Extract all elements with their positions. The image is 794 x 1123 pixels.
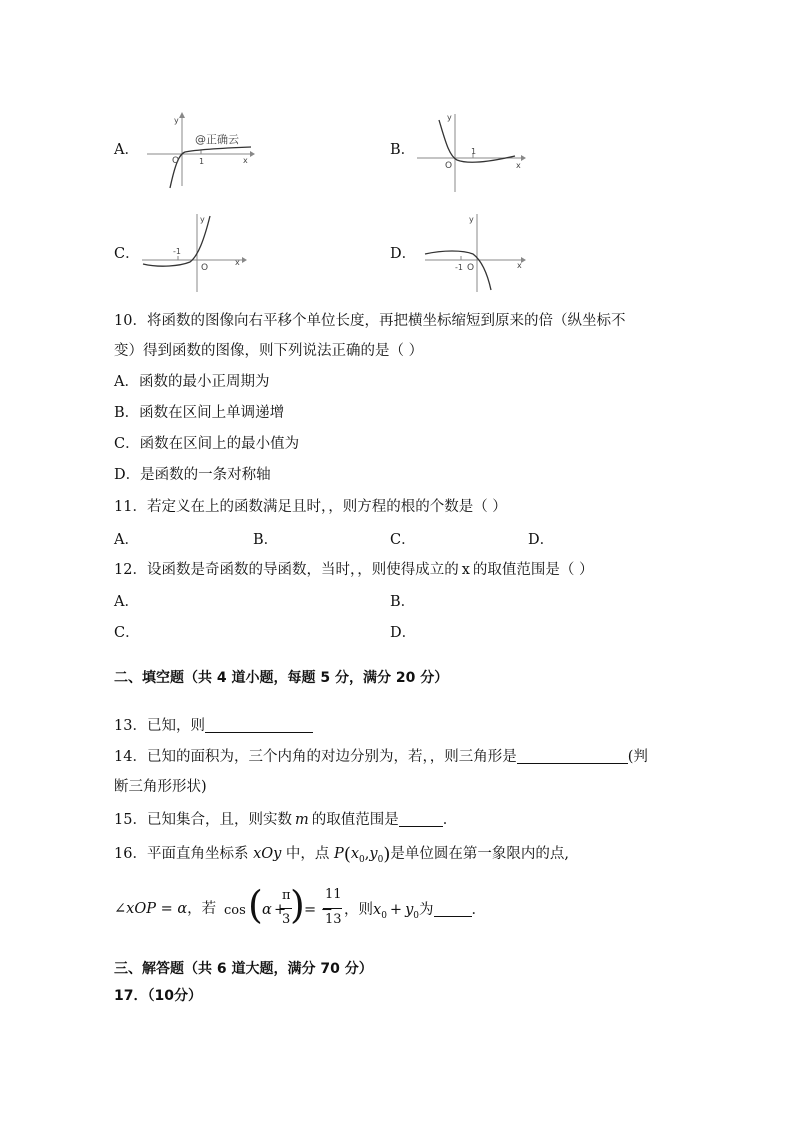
q16-text-l2a: ，若 (187, 901, 217, 917)
graph-c (140, 210, 255, 295)
q16-y0-sub: 0 (377, 854, 384, 865)
q12-option-a: A． (114, 594, 139, 610)
q10-option-a: A．函数的最小正周期为 (114, 374, 270, 390)
q11-option-a: A． (114, 532, 139, 548)
q12-text-a: 12．设函数是奇函数的导函数，当时，，则使得成立的 (114, 562, 459, 578)
q16-x0-sub: 0 (359, 854, 365, 865)
section-2-heading: 二、填空题（共 4 道小题，每题 5 分，满分 20 分） (114, 670, 449, 686)
q16-text-c: 是单位圆在第一象限内的点, (390, 846, 569, 862)
q16-eq: = − (304, 902, 333, 918)
q16-end: ． (471, 902, 487, 918)
graph-a-x-label: x (243, 156, 248, 165)
q16-frac-bar-2 (323, 908, 342, 909)
q16-y0: y (369, 846, 378, 862)
q13-text (114, 718, 313, 734)
graph-c-origin: O (201, 263, 209, 273)
q16-eleven: 11 (325, 887, 342, 902)
graph-d-y-label: y (469, 215, 474, 224)
graph-b-x-label: x (516, 161, 521, 170)
graph-c-y-label: y (200, 215, 205, 224)
q17-heading: 17．（10分） (114, 988, 202, 1004)
q15-text-b: 的取值范围是 (311, 812, 399, 828)
graph-b (415, 110, 530, 195)
q15-text-a: 15．已知集合，且，则实数 (114, 812, 292, 828)
q16-paren-left: ( (248, 883, 263, 927)
q10-option-c: C．函数在区间上的最小值为 (114, 436, 300, 452)
q12-var-x: x (461, 562, 470, 578)
q16-sum-y0: y (405, 902, 414, 918)
q14-line-2: 断三角形形状) (114, 779, 207, 795)
q13-label: 13．已知，则 (114, 718, 205, 734)
q12-option-d: D． (390, 625, 417, 641)
q16-sum-y0-sub: 0 (413, 910, 420, 921)
graph-b-curve (439, 120, 515, 162)
q16-text-b: 中，点 (281, 846, 335, 862)
q10-line-1: 10．将函数的图像向右平移个单位长度，再把横坐标缩短到原来的倍（纵坐标不 (114, 313, 626, 329)
q12-text-b: 的取值范围是（ ） (472, 562, 594, 578)
q12-text (114, 563, 594, 578)
q16-alpha: α (262, 902, 272, 918)
q16-text-l2c: 为 (419, 902, 434, 918)
q14-line-1 (114, 749, 648, 765)
q10-option-d: D．是函数的一条对称轴 (114, 467, 271, 483)
graph-d-tick: -1 (455, 263, 463, 272)
q16-text-a: 16．平面直角坐标系 (114, 846, 254, 862)
graph-b-tick: 1 (471, 147, 477, 156)
q16-three: 3 (282, 912, 291, 927)
graph-b-origin: O (445, 161, 453, 171)
q15-var-m: m (294, 812, 309, 828)
q16-line-2-tail (344, 902, 486, 921)
q16-sum-x0: x (373, 902, 382, 918)
q16-line-1: 16．平面直角坐标系 xOy 中，点 $P(x_0,y_0)$是单位圆在第一象限内的点, (114, 844, 569, 865)
q16-text-l2b: ，则 (344, 902, 373, 918)
graph-c-tick: -1 (173, 247, 181, 256)
graph-d-x-label: x (517, 261, 522, 270)
option-c-label: C． (114, 246, 140, 262)
graph-a (145, 110, 260, 190)
q16-cos: cos (224, 903, 246, 918)
graph-a-y-label: y (174, 116, 179, 125)
q16-sum-plus: + (389, 902, 403, 918)
q11-text: 11．若定义在上的函数满足且时，，则方程的根的个数是（ ） (114, 499, 507, 515)
graph-c-x-label: x (235, 258, 240, 267)
option-d-label: D． (390, 246, 417, 262)
q16-pi: π (282, 888, 291, 903)
graph-a-watermark: @正确云 (195, 133, 239, 146)
graph-b-y-label: y (447, 113, 452, 122)
q16-blank (434, 902, 472, 917)
q13-blank (205, 718, 313, 733)
q16-xoy: xOy (253, 846, 282, 862)
graph-d (423, 210, 538, 295)
q10-line-2: 变）得到函数的图像，则下列说法正确的是（ ） (114, 343, 424, 359)
q14-blank (517, 749, 628, 764)
q11-option-c: C． (390, 532, 416, 548)
q11-option-d: D． (528, 532, 555, 548)
q14-suffix: (判 (627, 749, 648, 765)
q12-option-c: C． (114, 625, 140, 641)
q14-text: 14．已知的面积为，三个内角的对边分别为，若，，则三角形是 (114, 749, 517, 765)
q16-paren-right: ) (290, 883, 305, 927)
graph-a-tick: 1 (199, 157, 205, 166)
option-a-label: A． (114, 142, 139, 158)
q16-thirteen: 13 (325, 912, 342, 927)
q16-x0: x (350, 846, 360, 862)
section-3-heading: 三、解答题（共 6 道大题，满分 70 分） (114, 961, 373, 977)
graph-d-origin: O (467, 263, 475, 273)
q12-option-b: B． (390, 594, 416, 610)
q16-sum-x0-sub: 0 (381, 910, 387, 921)
q16-point-p: P (334, 846, 344, 862)
q16-angle-text: ∠xOP = α (114, 901, 188, 917)
q11-option-b: B． (253, 532, 279, 548)
q16-plus: + (274, 902, 287, 918)
q15-blank (399, 812, 443, 827)
q15-text (114, 812, 457, 828)
graph-a-origin: O (172, 156, 180, 166)
q10-option-b: B．函数在区间上单调递增 (114, 405, 285, 421)
q16-angle (114, 902, 216, 917)
option-b-label: B． (390, 142, 416, 158)
q15-end: ． (442, 812, 458, 828)
